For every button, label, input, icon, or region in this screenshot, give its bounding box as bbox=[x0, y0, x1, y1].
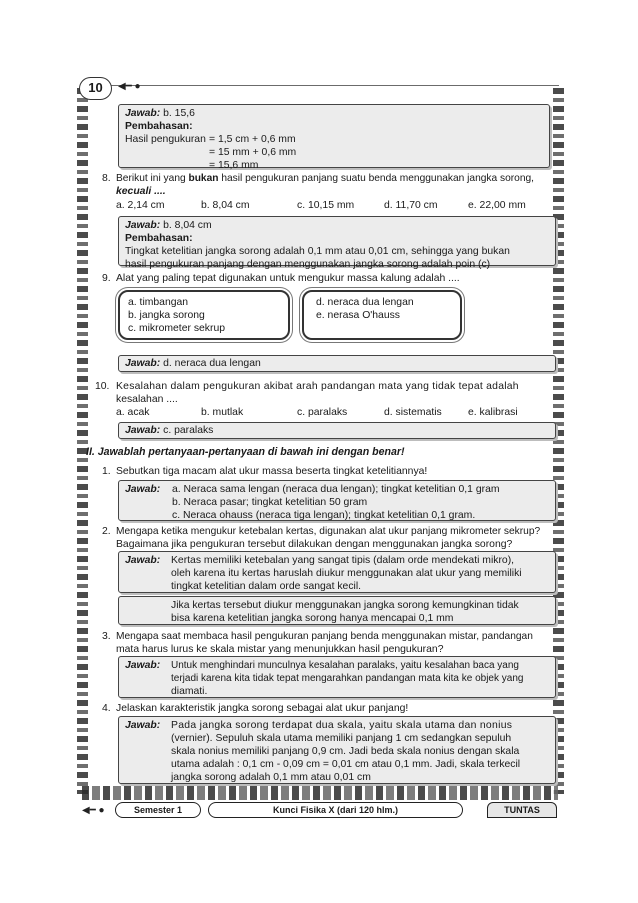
q10-number: 10. bbox=[95, 381, 110, 392]
q10-option-a: a. acak bbox=[116, 407, 150, 418]
e4-answer-line3: skala nonius memiliki panjang 0,9 cm. Jadi beda skala nonius dengan skala bbox=[171, 746, 520, 757]
q9-answer-box bbox=[118, 355, 556, 372]
e2-answer2-line1: Jika kertas tersebut diukur menggunakan jangka sorong kemungkinan tidak bbox=[171, 600, 519, 611]
e2-answer-box-1 bbox=[118, 551, 556, 593]
jawab-label: Jawab: bbox=[125, 425, 161, 436]
q8-text-post: hasil pengukuran panjang suatu benda menggunakan jangka sorong, bbox=[218, 173, 534, 184]
q9-option-c: c. mikrometer sekrup bbox=[128, 323, 226, 334]
q7-jawab: b. 15,6 bbox=[163, 108, 195, 119]
page-number: 10 bbox=[79, 77, 112, 100]
q8-number: 8. bbox=[102, 173, 111, 184]
q9-text: Alat yang paling tepat digunakan untuk mengukur massa kalung adalah .... bbox=[116, 273, 460, 284]
q8-option-c: c. 10,15 mm bbox=[297, 200, 355, 211]
q8-option-d: d. 11,70 cm bbox=[384, 200, 438, 211]
q8-text-pre: Berikut ini yang bbox=[116, 173, 189, 184]
e2-text-2: Bagaimana jika pengukuran tersebut dilakukan dengan menggunakan jangka sorong? bbox=[116, 539, 513, 550]
q8-jawab: b. 8,04 cm bbox=[163, 220, 212, 231]
q9-options-right-box bbox=[302, 290, 462, 340]
e1-text: Sebutkan tiga macam alat ukur massa beserta tingkat ketelitiannya! bbox=[116, 466, 428, 477]
q10-answer-box bbox=[118, 422, 556, 439]
q7-hasil-label: Hasil pengukuran bbox=[125, 134, 206, 145]
q10-option-e: e. kalibrasi bbox=[468, 407, 518, 418]
q10-option-d: d. sistematis bbox=[384, 407, 442, 418]
q8-text-bold: bukan bbox=[188, 173, 219, 184]
q9-number: 9. bbox=[102, 273, 111, 284]
e4-text: Jelaskan karakteristik jangka sorong sebagai alat ukur panjang! bbox=[116, 703, 409, 714]
pembahasan-label: Pembahasan: bbox=[125, 233, 193, 244]
e4-answer-line4: utama adalah : 0,1 cm - 0,09 cm = 0,01 cm atau 0,1 mm. Jadi, skala terkecil bbox=[171, 759, 521, 770]
q8-option-a: a. 2,14 cm bbox=[116, 200, 165, 211]
e3-answer-box bbox=[118, 656, 556, 698]
e2-answer-box-2 bbox=[118, 596, 556, 625]
q7-answer-box bbox=[118, 104, 550, 171]
e4-number: 4. bbox=[102, 703, 111, 714]
q8-pembahasan-2: hasil pengukuran panjang dengan menggunakan jangka sorong adalah poin (c) bbox=[125, 259, 491, 270]
q7-line-3: = 15,6 mm bbox=[209, 160, 259, 171]
left-border-decoration bbox=[77, 88, 88, 794]
e4-answer-box bbox=[118, 716, 556, 784]
e3-text-1: Mengapa saat membaca hasil pengukuran panjang benda menggunakan mistar, pandangan bbox=[116, 631, 533, 642]
e1-answer-box bbox=[118, 480, 556, 521]
e2-number: 2. bbox=[102, 526, 111, 537]
e3-answer-line2: terjadi karena kita tidak tepat mengarahkan pandangan mata kita ke objek yang bbox=[171, 673, 524, 684]
q9-options-left-box bbox=[118, 290, 290, 340]
e1-answer-c: c. Neraca ohauss (neraca tiga lengan); tingkat ketelitian 0,1 gram. bbox=[172, 510, 476, 521]
e1-number: 1. bbox=[102, 466, 111, 477]
q8-option-e: e. 22,00 mm bbox=[468, 200, 526, 211]
jawab-label: Jawab: bbox=[125, 108, 161, 119]
e4-answer-line1: Pada jangka sorong terdapat dua skala, yaitu skala utama dan nonius bbox=[171, 720, 513, 731]
q10-option-c: c. paralaks bbox=[297, 407, 348, 418]
jawab-label: Jawab: bbox=[125, 720, 161, 731]
q10-text-line2: kesalahan .... bbox=[116, 394, 178, 405]
jawab-label: Jawab: bbox=[125, 555, 161, 566]
e1-answer-b: b. Neraca pasar; tingkat ketelitian 50 gram bbox=[172, 497, 368, 508]
q7-line-1: = 1,5 cm + 0,6 mm bbox=[209, 134, 296, 145]
q8-text bbox=[116, 172, 552, 185]
jawab-label: Jawab: bbox=[125, 220, 161, 231]
q9-option-d: d. neraca dua lengan bbox=[316, 297, 414, 308]
q10-jawab: c. paralaks bbox=[163, 425, 214, 436]
e2-answer1-line2: oleh karena itu kertas haruslah diukur menggunakan alat ukur yang memiliki bbox=[171, 568, 522, 579]
q10-option-b: b. mutlak bbox=[201, 407, 244, 418]
q9-option-a: a. timbangan bbox=[128, 297, 189, 308]
arrow-left-icon: ◀━ ● bbox=[82, 805, 105, 816]
footer-tuntas: TUNTAS bbox=[487, 802, 557, 818]
e2-answer1-line1: Kertas memiliki ketebalan yang sangat tipis (dalam orde mendekati mikro), bbox=[171, 555, 515, 566]
e3-text-2: mata harus lurus ke skala mistar yang menunjukkan hasil pengukuran? bbox=[116, 644, 444, 655]
jawab-label: Jawab: bbox=[125, 358, 161, 369]
e1-answer-a: a. Neraca sama lengan (neraca dua lengan); tingkat ketelitian 0,1 gram bbox=[172, 484, 500, 495]
e3-answer-line3: diamati. bbox=[171, 686, 208, 697]
e4-answer-line5: jangka sorong adalah 0,1 mm atau 0,01 cm bbox=[171, 772, 371, 783]
pembahasan-label: Pembahasan: bbox=[125, 121, 193, 132]
q9-jawab: d. neraca dua lengan bbox=[163, 358, 261, 369]
q8-pembahasan-1: Tingkat ketelitian jangka sorong adalah 0,1 mm atau 0,01 cm, sehingga yang bukan bbox=[125, 246, 510, 257]
jawab-label: Jawab: bbox=[125, 660, 161, 671]
e2-text-1: Mengapa ketika mengukur ketebalan kertas, digunakan alat ukur panjang mikrometer sekrup? bbox=[116, 526, 541, 537]
e3-number: 3. bbox=[102, 631, 111, 642]
section-2-heading: II. Jawablah pertanyaan-pertanyaan di bawah ini dengan benar! bbox=[86, 446, 405, 458]
q9-option-b: b. jangka sorong bbox=[128, 310, 205, 321]
arrow-left-icon: ◀━ ● bbox=[118, 81, 141, 92]
top-rule bbox=[82, 85, 559, 86]
q8-text-line2: kecuali .... bbox=[116, 186, 166, 197]
q10-text-line1: Kesalahan dalam pengukuran akibat arah pandangan mata yang tidak tepat adalah bbox=[116, 381, 519, 392]
q9-option-e: e. nerasa O'hauss bbox=[316, 310, 401, 321]
e3-answer-line1: Untuk menghindari munculnya kesalahan paralaks, yaitu kesalahan baca yang bbox=[171, 660, 519, 671]
bottom-border-decoration bbox=[82, 786, 558, 800]
q8-answer-box bbox=[118, 216, 556, 270]
q8-option-b: b. 8,04 cm bbox=[201, 200, 250, 211]
e2-answer2-line2: bisa karena ketelitian jangka sorong hanya mencapai 0,1 mm bbox=[171, 613, 454, 624]
e2-answer1-line3: tingkat ketelitian dalam orde sangat kecil. bbox=[171, 581, 362, 592]
footer-semester: Semester 1 bbox=[115, 802, 201, 818]
jawab-label: Jawab: bbox=[125, 484, 161, 495]
e4-answer-line2: (vernier). Sepuluh skala utama memiliki panjang 1 cm sedangkan sepuluh bbox=[171, 733, 512, 744]
q7-line-2: = 15 mm + 0,6 mm bbox=[209, 147, 297, 158]
footer-kunci: Kunci Fisika X (dari 120 hlm.) bbox=[208, 802, 463, 818]
